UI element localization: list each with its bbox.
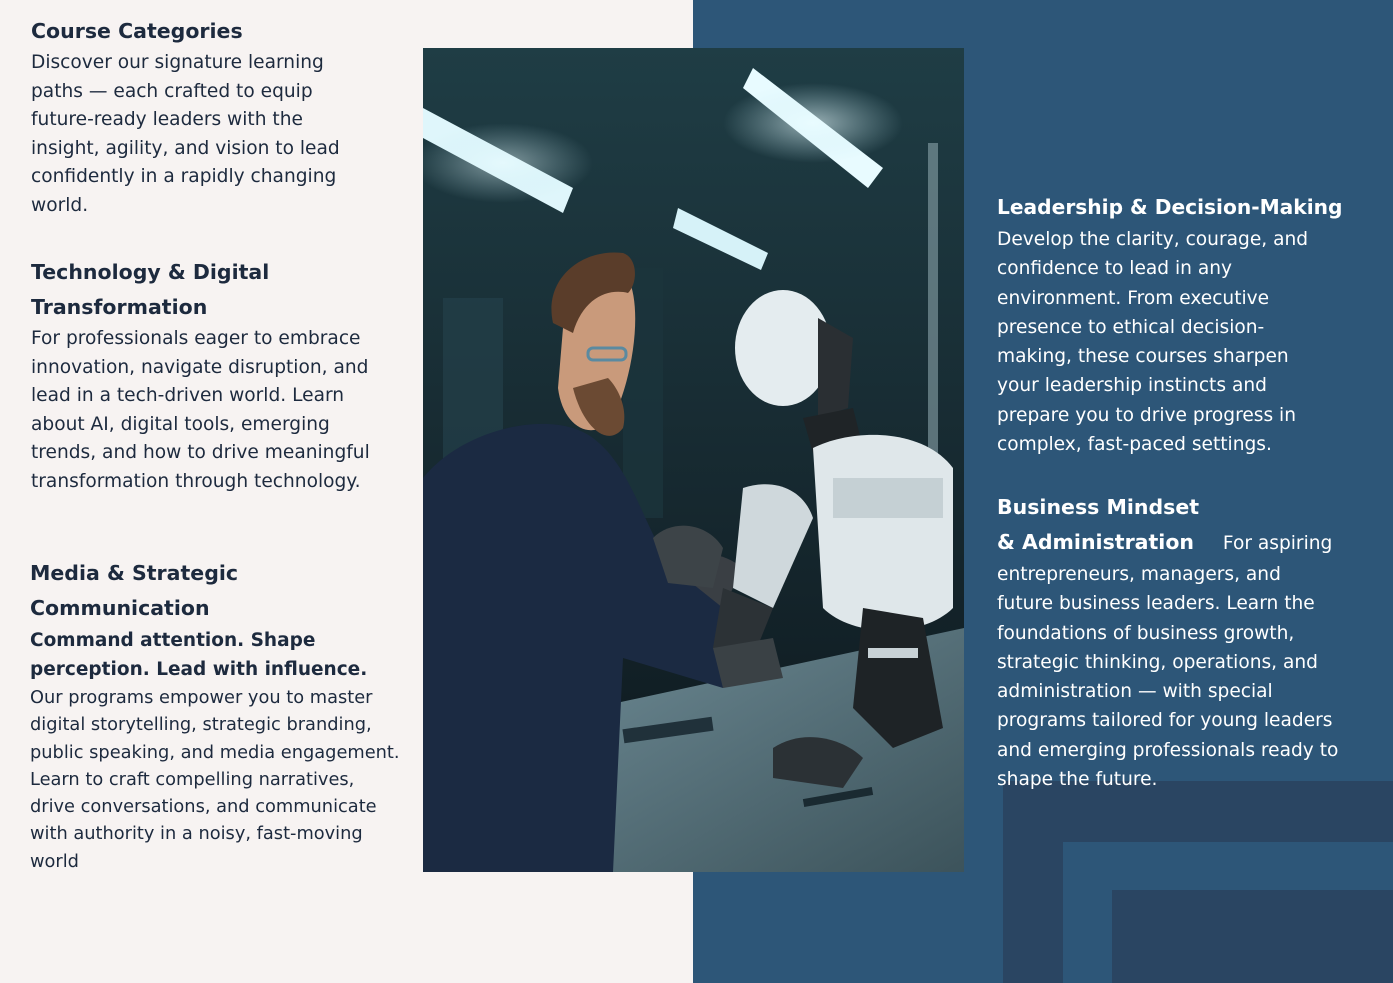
- technology-description: For professionals eager to embrace innovation, navigate disruption, and lead in a tech-driven world. Learn about AI, digital tools, emerging trends, and how to drive meaningful transformation through technology.: [31, 328, 370, 492]
- media-section: [30, 556, 402, 875]
- leadership-section: [997, 190, 1347, 459]
- corner-decoration-inner: [1112, 890, 1393, 983]
- media-title: Media & Strategic Communication: [30, 561, 239, 620]
- media-description: Our programs empower you to master digital storytelling, strategic branding, public speaking, and media engagement. Learn to craft compelling narratives, drive conversations, and communicate with authority in a noisy, fast-moving world: [30, 687, 400, 872]
- business-title: Business Mindset & Administration: [997, 495, 1200, 554]
- media-tagline: Command attention. Shape perception. Lead with influence.: [30, 630, 368, 680]
- course-categories-intro: Discover our signature learning paths — each crafted to equip future-ready leaders with the insight, agility, and vision to lead confidently in a rapidly changing world.: [31, 52, 340, 216]
- business-content: [997, 490, 1342, 794]
- leadership-description: Develop the clarity, courage, and confidence to lead in any environment. From executive presence to ethical decision-making, these courses sharpen your leadership instincts and prepare you to drive progress in complex, fast-paced settings.: [997, 229, 1309, 456]
- leadership-title: Leadership & Decision-Making: [997, 195, 1343, 219]
- technology-section: [31, 255, 397, 497]
- business-section: [997, 490, 1347, 794]
- course-categories-section: [31, 14, 397, 221]
- course-categories-title: Course Categories: [31, 19, 243, 43]
- business-description: For aspiring entrepreneurs, managers, and future business leaders. Learn the foundations of business growth, strategic thinking, operations, and administration — with special programs tailored for young leaders and emerging professionals ready to shape the future.: [997, 533, 1339, 791]
- engineer-robot-photo: [423, 48, 964, 872]
- technology-title: Technology & Digital Transformation: [31, 260, 270, 319]
- photo-illustration: [423, 48, 964, 872]
